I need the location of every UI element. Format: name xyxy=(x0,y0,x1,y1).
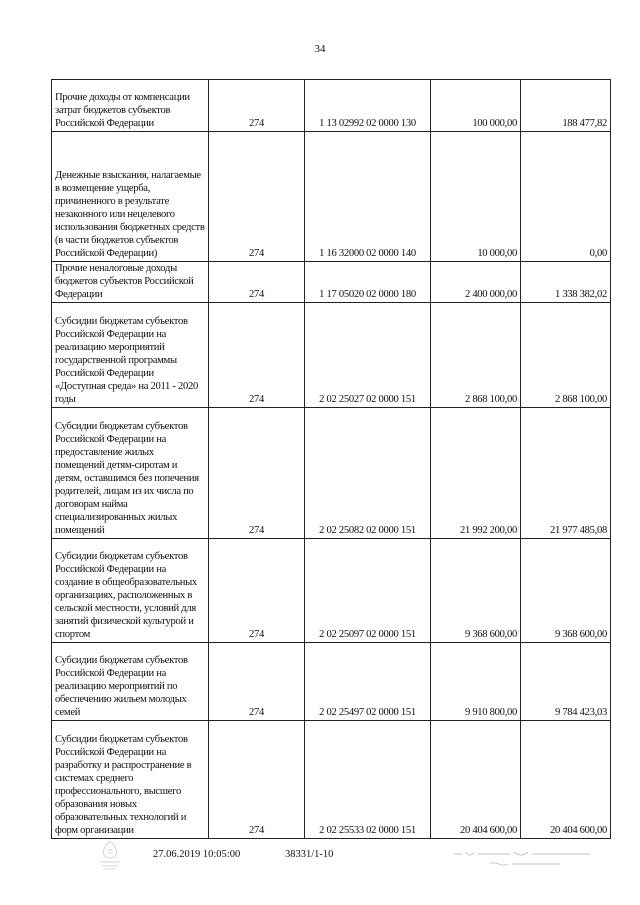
income-name-cell: Субсидии бюджетам субъектов Российской Федерации на разработку и распространение в системах среднего профессионального, высшего образования новых образовательных технологий и форм организации xyxy=(52,721,209,839)
table-row xyxy=(52,408,611,539)
actual-amount-cell: 1 338 382,02 xyxy=(521,262,611,303)
stamp-icon xyxy=(96,838,124,872)
actual-amount-cell: 188 477,82 xyxy=(521,80,611,132)
admin-code-cell: 274 xyxy=(209,262,305,303)
table-row xyxy=(52,643,611,721)
watermark xyxy=(450,848,600,873)
admin-code-cell: 274 xyxy=(209,80,305,132)
planned-amount-cell: 2 868 100,00 xyxy=(431,303,521,408)
admin-code-cell: 274 xyxy=(209,539,305,643)
planned-amount-cell: 9 368 600,00 xyxy=(431,539,521,643)
footer-doc-id: 38331/1-10 xyxy=(285,849,334,860)
income-name-cell: Субсидии бюджетам субъектов Российской Федерации на реализацию мероприятий по обеспечению жильем молодых семей xyxy=(52,643,209,721)
actual-amount-cell: 2 868 100,00 xyxy=(521,303,611,408)
planned-amount-cell: 10 000,00 xyxy=(431,132,521,262)
income-name-cell: Прочие доходы от компенсации затрат бюджетов субъектов Российской Федерации xyxy=(52,80,209,132)
budget-code-cell: 2 02 25097 02 0000 151 xyxy=(305,539,431,643)
income-name-cell: Денежные взыскания, налагаемые в возмещение ущерба, причиненного в результате незаконного или нецелевого использования бюджетных средств (в части бюджетов субъектов Российской Федерации) xyxy=(52,132,209,262)
table-row xyxy=(52,721,611,839)
budget-code-cell: 1 13 02992 02 0000 130 xyxy=(305,80,431,132)
actual-amount-cell: 0,00 xyxy=(521,132,611,262)
budget-code-cell: 2 02 25533 02 0000 151 xyxy=(305,721,431,839)
budget-code-cell: 1 17 05020 02 0000 180 xyxy=(305,262,431,303)
income-name-cell: Субсидии бюджетам субъектов Российской Федерации на создание в общеобразовательных организациях, расположенных в сельской местности, условий для занятий физической культурой и спортом xyxy=(52,539,209,643)
watermark-scribble xyxy=(450,848,600,870)
planned-amount-cell: 20 404 600,00 xyxy=(431,721,521,839)
admin-code-cell: 274 xyxy=(209,303,305,408)
table-row xyxy=(52,132,611,262)
budget-code-cell: 1 16 32000 02 0000 140 xyxy=(305,132,431,262)
planned-amount-cell: 9 910 800,00 xyxy=(431,643,521,721)
budget-code-cell: 2 02 25027 02 0000 151 xyxy=(305,303,431,408)
actual-amount-cell: 20 404 600,00 xyxy=(521,721,611,839)
budget-table xyxy=(51,79,611,839)
admin-code-cell: 274 xyxy=(209,132,305,262)
table-row xyxy=(52,262,611,303)
actual-amount-cell: 21 977 485,08 xyxy=(521,408,611,539)
income-name-cell: Субсидии бюджетам субъектов Российской Федерации на реализацию мероприятий государственной программы Российской Федерации «Доступная среда» на 2011 - 2020 годы xyxy=(52,303,209,408)
income-name-cell: Прочие неналоговые доходы бюджетов субъектов Российской Федерации xyxy=(52,262,209,303)
budget-code-cell: 2 02 25497 02 0000 151 xyxy=(305,643,431,721)
planned-amount-cell: 2 400 000,00 xyxy=(431,262,521,303)
planned-amount-cell: 21 992 200,00 xyxy=(431,408,521,539)
page-number: 34 xyxy=(314,43,326,55)
actual-amount-cell: 9 784 423,03 xyxy=(521,643,611,721)
admin-code-cell: 274 xyxy=(209,643,305,721)
planned-amount-cell: 100 000,00 xyxy=(431,80,521,132)
table-row xyxy=(52,80,611,132)
admin-code-cell: 274 xyxy=(209,721,305,839)
table-row xyxy=(52,539,611,643)
actual-amount-cell: 9 368 600,00 xyxy=(521,539,611,643)
table-row xyxy=(52,303,611,408)
admin-code-cell: 274 xyxy=(209,408,305,539)
footer-datetime: 27.06.2019 10:05:00 xyxy=(153,849,241,860)
budget-code-cell: 2 02 25082 02 0000 151 xyxy=(305,408,431,539)
income-name-cell: Субсидии бюджетам субъектов Российской Федерации на предоставление жилых помещений детям-сиротам и детям, оставшимся без попечения родителей, лицам из их числа по договорам найма специализированных жилых помещений xyxy=(52,408,209,539)
